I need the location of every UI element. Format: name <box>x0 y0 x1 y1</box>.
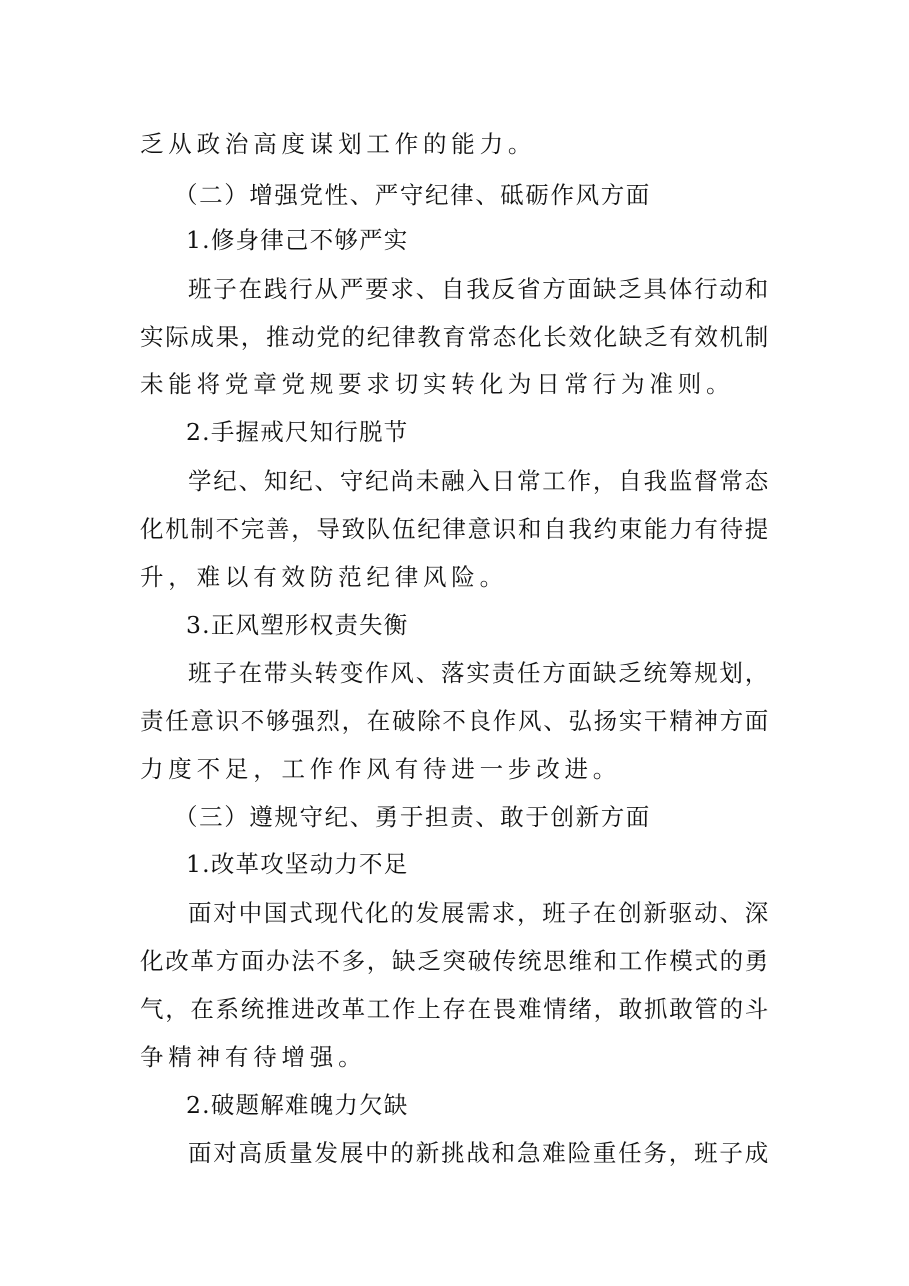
text-line-20: 争精神有待增强。 <box>140 1043 367 1071</box>
text-line-8: 学纪、知纪、守纪尚未融入日常工作，自我监督常态 <box>188 467 770 495</box>
subheading <box>0 1081 909 1129</box>
subheading <box>0 840 909 888</box>
paragraph-line <box>0 937 909 985</box>
paragraph-line <box>0 360 909 408</box>
paragraph-line <box>0 1033 909 1081</box>
text-line-12: 班子在带头转变作风、落实责任方面缺乏统筹规划， <box>188 659 770 687</box>
text-line-19: 气，在系统推进改革工作上存在畏难情绪，敢抓敢管的斗 <box>140 995 770 1023</box>
paragraph-line <box>0 745 909 793</box>
section-heading <box>0 793 909 841</box>
section-heading <box>0 171 909 219</box>
text-line-22: 面对高质量发展中的新挑战和急难险重任务，班子成 <box>188 1139 770 1167</box>
subheading-3-2: 2.破题解难魄力欠缺 <box>186 1091 409 1119</box>
paragraph-line <box>0 697 909 745</box>
paragraph-line <box>0 505 909 553</box>
subheading-3-1: 1.改革攻坚动力不足 <box>186 850 409 878</box>
text-line-9: 化机制不完善，导致队伍纪律意识和自我约束能力有待提 <box>140 515 770 543</box>
subheading <box>0 216 909 264</box>
subheading-2-3: 3.正风塑形权责失衡 <box>186 611 409 639</box>
subheading-2-1: 1.修身律己不够严实 <box>186 226 409 254</box>
paragraph-line <box>0 1129 909 1177</box>
text-line-10: 升，难以有效防范纪律风险。 <box>140 563 508 591</box>
paragraph-line <box>0 457 909 505</box>
text-line-6: 未能将党章党规要求切实转化为日常行为准则。 <box>140 370 735 398</box>
text-line-4: 班子在践行从严要求、自我反省方面缺乏具体行动和 <box>188 275 770 303</box>
text-line-13: 责任意识不够强烈，在破除不良作风、弘扬实干精神方面 <box>140 707 770 735</box>
paragraph-line <box>0 553 909 601</box>
paragraph-line <box>0 649 909 697</box>
paragraph-line <box>0 120 909 168</box>
text-line-18: 化改革方面办法不多，缺乏突破传统思维和工作模式的勇 <box>140 947 770 975</box>
paragraph-line <box>0 889 909 937</box>
text-line-1: 乏从政治高度谋划工作的能力。 <box>140 130 537 158</box>
paragraph-line <box>0 265 909 313</box>
subheading-2-2: 2.手握戒尺知行脱节 <box>186 418 409 446</box>
subheading <box>0 601 909 649</box>
heading-section-3: （三）遵规守纪、勇于担责、敢于创新方面 <box>174 803 651 831</box>
subheading <box>0 408 909 456</box>
paragraph-line <box>0 985 909 1033</box>
text-line-5: 实际成果，推动党的纪律教育常态化长效化缺乏有效机制 <box>140 323 770 351</box>
text-line-17: 面对中国式现代化的发展需求，班子在创新驱动、深 <box>188 899 770 927</box>
paragraph-line <box>0 313 909 361</box>
text-line-14: 力度不足，工作作风有待进一步改进。 <box>140 755 622 783</box>
heading-section-2: （二）增强党性、严守纪律、砥砺作风方面 <box>174 181 651 209</box>
